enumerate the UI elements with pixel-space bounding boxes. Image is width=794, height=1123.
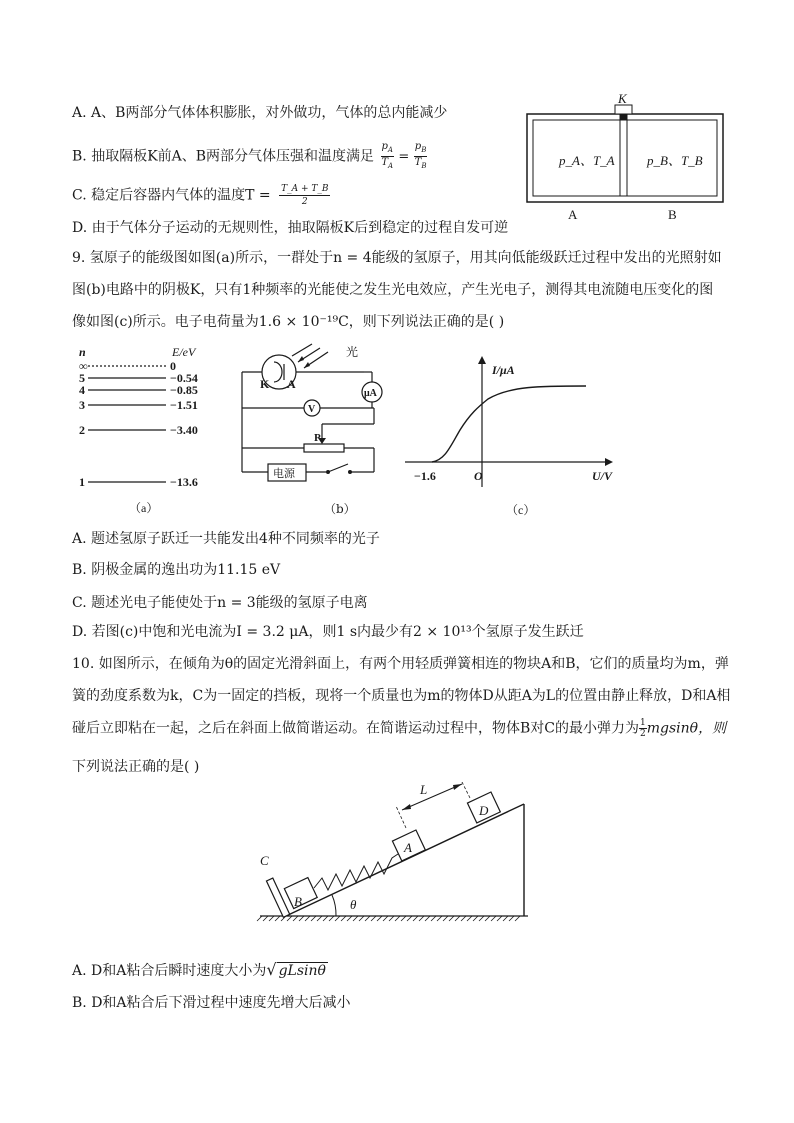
ground-hatch (497, 916, 502, 921)
ground-hatch (461, 916, 466, 921)
q9-option-c: C. 题述光电子能使处于n = 3能级的氢原子电离 (72, 595, 368, 611)
q9-option-a: A. 题述氢原子跃迁一共能发出4种不同频率的光子 (72, 531, 380, 547)
q9-fig-a-caption: （a） (129, 501, 159, 515)
ground-hatch (479, 916, 484, 921)
energy-level-n: 4 (79, 383, 85, 397)
ground-hatch (257, 916, 262, 921)
ground-hatch (455, 916, 460, 921)
ground-hatch (371, 916, 376, 921)
q10-fig-l: L (420, 782, 428, 797)
q9-fig-c-xneg: −1.6 (414, 469, 436, 483)
ground-hatch (515, 916, 520, 921)
ground-hatch (287, 916, 292, 921)
q9-fig-b-voltmeter: V (308, 404, 316, 415)
energy-level-n: 5 (79, 371, 85, 385)
q9-fig-a-e-label: E/eV (172, 345, 196, 359)
ground-hatch (305, 916, 310, 921)
q8-option-a: A. A、B两部分气体体积膨胀，对外做功，气体的总内能减少 (72, 105, 448, 121)
ground-hatch (485, 916, 490, 921)
q10-stem-line3-a: 碰后立即粘在一起，之后在斜面上做简谐运动。在简谐运动过程中，物体B对C的最小弹力为 (72, 720, 639, 737)
ground-hatch (353, 916, 358, 921)
q9-fig-c-ylabel: I/μA (492, 363, 515, 377)
energy-level-n: 3 (79, 398, 85, 412)
ground-hatch (299, 916, 304, 921)
ground-hatch (509, 916, 514, 921)
ground-hatch (311, 916, 316, 921)
ground-hatch (341, 916, 346, 921)
ground-hatch (401, 916, 406, 921)
q8-option-c-frac: $\frac{T\_A + T\_B}{2}$ (281, 184, 329, 207)
q8-option-b-frac-left: $\frac{p_A}{T_A}$ (381, 141, 394, 170)
q9-circuit-diagram (234, 342, 384, 492)
ground-hatch (395, 916, 400, 921)
q10-stem-line3 (72, 718, 726, 739)
q9-option-b: B. 阴极金属的逸出功为11.15 eV (72, 562, 281, 578)
q10-fig-b: B (294, 894, 302, 909)
energy-level-e: −3.40 (170, 423, 198, 437)
ground-hatch (419, 916, 424, 921)
q8-option-b-frac-right: $\frac{p_B}{T_B}$ (414, 141, 427, 170)
q9-stem-line3: 像如图(c)所示。电子电荷量为1.6 × 10⁻¹⁹C，则下列说法正确的是( ) (72, 314, 505, 330)
q9-stem-line2: 图(b)电路中的阴极K，只有1种频率的光能使之发生光电效应，产生光电子，测得其电流随电压变化的图 (72, 282, 714, 298)
q10-fig-a: A (404, 840, 412, 855)
ground-hatch (473, 916, 478, 921)
q8-fig-b: B (668, 207, 677, 222)
ground-hatch (323, 916, 328, 921)
energy-level-e: 0 (170, 359, 176, 373)
energy-level-n: ∞ (79, 359, 88, 373)
energy-level-e: −13.6 (170, 475, 198, 489)
q9-fig-b-ammeter: μA (364, 388, 377, 399)
q10-stem-line1: 10. 如图所示，在倾角为θ的固定光滑斜面上，有两个用轻质弹簧相连的物块A和B，它们的质量均为m，弹 (72, 656, 729, 672)
ground-hatch (359, 916, 364, 921)
q9-fig-a-n-label: n (79, 345, 86, 359)
q9-fig-c-xlabel: U/V (592, 469, 613, 483)
q8-fig-right-label: p_B、T_B (647, 153, 703, 168)
q10-stem-line2: 簧的劲度系数为k，C为一固定的挡板，现将一个质量也为m的物体D从距A为L的位置由静止释放，D和A相 (72, 688, 731, 704)
q9-fig-c-caption: （c） (506, 503, 536, 517)
energy-level-e: −0.54 (170, 371, 198, 385)
q8-option-b-text: B. 抽取隔板K前A、B两部分气体压强和温度满足 (72, 148, 375, 165)
q9-fig-b-a: A (287, 377, 296, 391)
energy-level-n: 1 (79, 475, 85, 489)
ground-hatch (335, 916, 340, 921)
q9-fig-b-source: 电源 (273, 468, 295, 480)
ground-hatch (503, 916, 508, 921)
q8-option-c (72, 183, 330, 208)
ground-hatch (293, 916, 298, 921)
ground-hatch (377, 916, 382, 921)
q10-option-a-sqrt: gLsinθ (278, 963, 326, 979)
q10-incline-figure (256, 782, 546, 922)
ground-hatch (389, 916, 394, 921)
ground-hatch (449, 916, 454, 921)
q8-container-figure (526, 92, 726, 224)
q10-option-b: B. D和A粘合后下滑过程中速度先增大后减小 (72, 995, 351, 1011)
q9-fig-c-origin: O (474, 469, 483, 483)
ground-hatch (443, 916, 448, 921)
ground-hatch (437, 916, 442, 921)
q9-iu-graph (400, 352, 620, 522)
ground-hatch (275, 916, 280, 921)
q9-stem-line1: 9. 氢原子的能级图如图(a)所示，一群处于n = 4能级的氢原子，用其向低能级跃迁过程中发出的光照射如 (72, 250, 722, 266)
q8-option-d: D. 由于气体分子运动的无规则性，抽取隔板K后到稳定的过程自发可逆 (72, 220, 509, 236)
q9-fig-b-p: P (314, 432, 321, 444)
q10-stem-line4: 下列说法正确的是( ) (72, 759, 200, 775)
q9-fig-b-light: 光 (346, 345, 359, 359)
q10-frac-half: $\frac{1}{2}$ (640, 718, 646, 739)
q9-energy-level-diagram (74, 342, 214, 522)
q9-fig-b-k: K (260, 377, 270, 391)
ground-hatch (317, 916, 322, 921)
q10-option-a-text: A. D和A粘合后瞬时速度大小为 (72, 963, 267, 979)
ground-hatch (467, 916, 472, 921)
q10-fig-d: D (479, 803, 489, 818)
ground-hatch (329, 916, 334, 921)
energy-level-e: −0.85 (170, 383, 198, 397)
q10-option-a: A. D和A粘合后瞬时速度大小为√ gLsinθ (72, 960, 326, 979)
ground-hatch (383, 916, 388, 921)
ground-hatch (263, 916, 268, 921)
ground-hatch (425, 916, 430, 921)
q8-option-b: B. 抽取隔板K前A、B两部分气体压强和温度满足 $\frac{p_A}{T_A}$ = $\frac{p_B}{T_B}$ (72, 141, 427, 170)
ground-hatch (407, 916, 412, 921)
ground-hatch (413, 916, 418, 921)
energy-level-n: 2 (79, 423, 85, 437)
energy-level-e: −1.51 (170, 398, 198, 412)
q10-stem-line3-b: mgsinθ，则 (646, 720, 727, 737)
q8-fig-k: K (618, 92, 627, 106)
q10-fig-theta: θ (350, 897, 357, 912)
q9-fig-b-caption: （b） (324, 502, 356, 516)
ground-hatch (365, 916, 370, 921)
ground-hatch (491, 916, 496, 921)
q8-option-c-text: C. 稳定后容器内气体的温度T = (72, 187, 271, 204)
q8-fig-a: A (568, 207, 578, 222)
q9-option-d: D. 若图(c)中饱和光电流为I = 3.2 μA，则1 s内最少有2 × 10¹³个氢原子发生跃迁 (72, 624, 584, 640)
ground-hatch (269, 916, 274, 921)
q8-fig-left-label: p_A、T_A (559, 153, 615, 168)
ground-hatch (347, 916, 352, 921)
q10-fig-c: C (260, 853, 269, 868)
ground-hatch (431, 916, 436, 921)
